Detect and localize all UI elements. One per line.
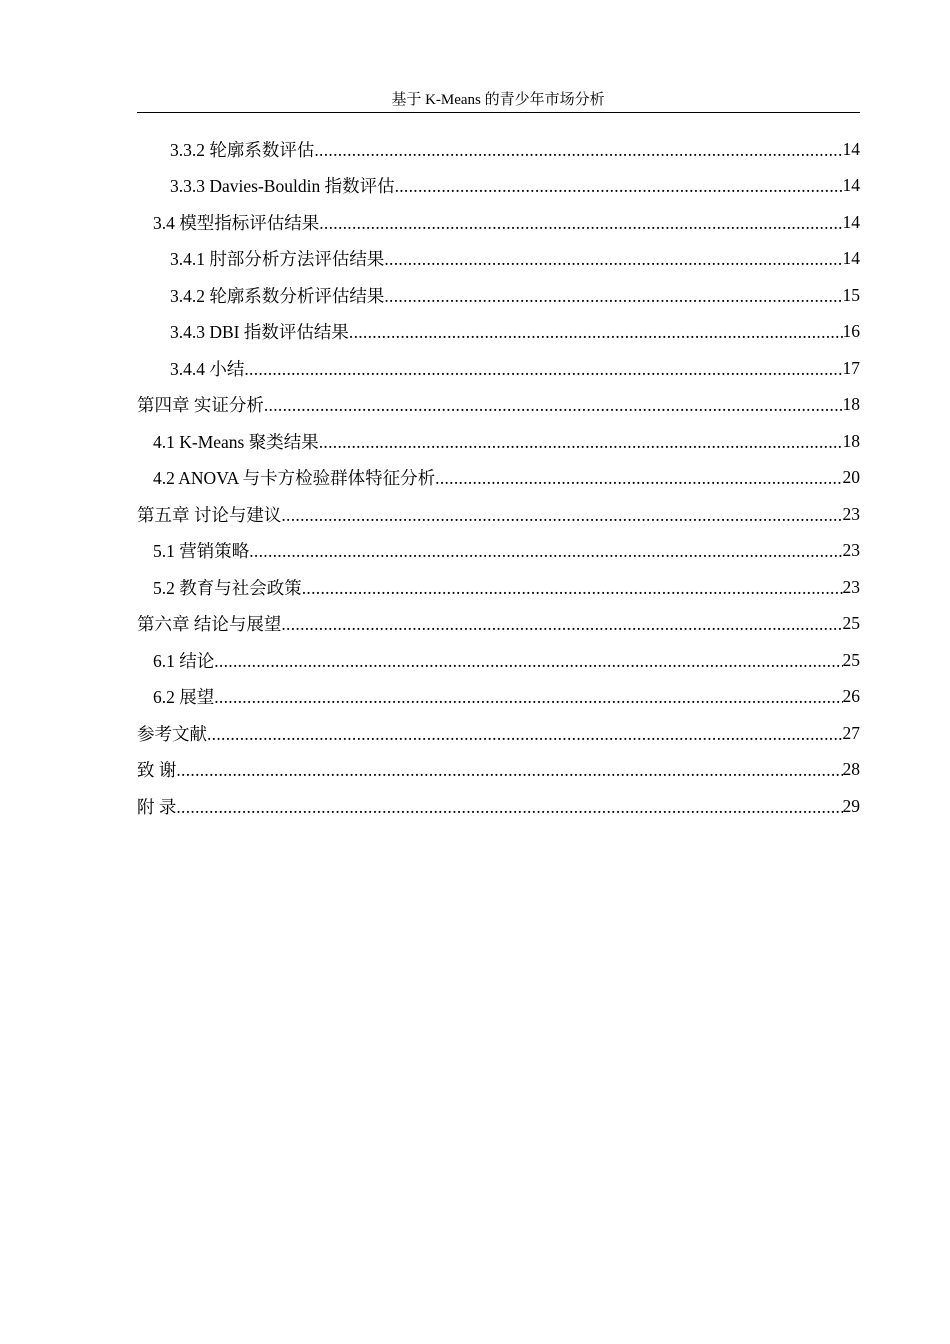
toc-page-number: 25: [842, 613, 860, 634]
toc-page-number: 25: [842, 649, 860, 670]
toc-page-number: 14: [842, 248, 860, 269]
toc-page-number: 20: [842, 467, 860, 488]
toc-entry[interactable]: [137, 314, 860, 351]
toc-dot-leader: [435, 468, 842, 489]
toc-entry-title: 第六章 结论与展望: [137, 614, 282, 635]
toc-entry[interactable]: [137, 496, 860, 533]
toc-entry-title: 第五章 讨论与建议: [137, 504, 282, 525]
toc-entry[interactable]: [137, 460, 860, 497]
toc-entry[interactable]: [137, 387, 860, 424]
toc-dot-leader: [244, 359, 842, 380]
toc-page-number: 27: [842, 722, 860, 743]
toc-entry-title: 第四章 实证分析: [137, 395, 264, 416]
toc-entry-title: 6.2 展望: [153, 687, 215, 708]
toc-page-number: 14: [842, 211, 860, 232]
toc-page-number: 18: [842, 394, 860, 415]
toc-dot-leader: [207, 724, 843, 745]
toc-page-number: 23: [842, 540, 860, 561]
toc-entry-title: 3.4.2 轮廓系数分析评估结果: [170, 285, 385, 306]
toc-page-number: 26: [842, 686, 860, 707]
toc-page-number: 14: [842, 175, 860, 196]
toc-page-number: 17: [842, 357, 860, 378]
toc-dot-leader: [314, 140, 842, 161]
toc-entry[interactable]: [137, 788, 860, 825]
toc-entry[interactable]: [137, 277, 860, 314]
toc-entry[interactable]: [137, 423, 860, 460]
toc-entry-title: 3.4.3 DBI 指数评估结果: [170, 322, 349, 343]
toc-entry[interactable]: [137, 168, 860, 205]
header-rule: [137, 112, 860, 113]
toc-dot-leader: [249, 541, 842, 562]
toc-entry[interactable]: [137, 715, 860, 752]
toc-dot-leader: [319, 432, 843, 453]
toc-dot-leader: [264, 395, 843, 416]
toc-page-number: 28: [842, 759, 860, 780]
toc-entry-title: 3.3.2 轮廓系数评估: [170, 139, 315, 160]
toc-entry[interactable]: [137, 241, 860, 278]
toc-entry[interactable]: [137, 533, 860, 570]
toc-dot-leader: [395, 176, 843, 197]
toc-dot-leader: [214, 687, 842, 708]
toc-entry-title: 致 谢: [137, 760, 177, 781]
table-of-contents: [137, 131, 860, 825]
toc-entry-title: 3.3.3 Davies-Bouldin 指数评估: [170, 176, 395, 197]
toc-entry-title: 3.4.4 小结: [170, 358, 245, 379]
toc-entry-title: 5.1 营销策略: [153, 541, 250, 562]
toc-entry[interactable]: [137, 752, 860, 789]
toc-entry-title: 4.2 ANOVA 与卡方检验群体特征分析: [153, 468, 436, 489]
toc-dot-leader: [176, 797, 842, 818]
toc-entry-title: 5.2 教育与社会政策: [153, 577, 302, 598]
toc-page-number: 14: [842, 138, 860, 159]
toc-dot-leader: [384, 286, 842, 307]
toc-dot-leader: [319, 213, 842, 234]
toc-page-number: 15: [842, 284, 860, 305]
toc-page-number: 23: [842, 503, 860, 524]
toc-dot-leader: [349, 322, 843, 343]
toc-page-number: 23: [842, 576, 860, 597]
toc-dot-leader: [281, 614, 842, 635]
toc-entry-title: 4.1 K-Means 聚类结果: [153, 431, 319, 452]
toc-entry-title: 6.1 结论: [153, 650, 215, 671]
toc-entry-title: 3.4.1 肘部分析方法评估结果: [170, 249, 385, 270]
toc-entry[interactable]: [137, 131, 860, 168]
toc-entry-title: 3.4 模型指标评估结果: [153, 212, 320, 233]
toc-entry-title: 附 录: [137, 796, 177, 817]
toc-entry[interactable]: [137, 606, 860, 643]
toc-dot-leader: [176, 760, 842, 781]
toc-page-number: 16: [842, 321, 860, 342]
toc-entry[interactable]: [137, 569, 860, 606]
toc-dot-leader: [281, 505, 842, 526]
toc-page-number: 18: [842, 430, 860, 451]
toc-entry-title: 参考文献: [137, 723, 207, 744]
toc-dot-leader: [302, 578, 843, 599]
toc-entry[interactable]: [137, 642, 860, 679]
toc-page-number: 29: [842, 795, 860, 816]
toc-dot-leader: [214, 651, 842, 672]
toc-entry[interactable]: [137, 350, 860, 387]
toc-dot-leader: [384, 249, 842, 270]
toc-entry[interactable]: [137, 679, 860, 716]
toc-entry[interactable]: [137, 204, 860, 241]
running-header: 基于 K-Means 的青少年市场分析: [391, 92, 605, 108]
